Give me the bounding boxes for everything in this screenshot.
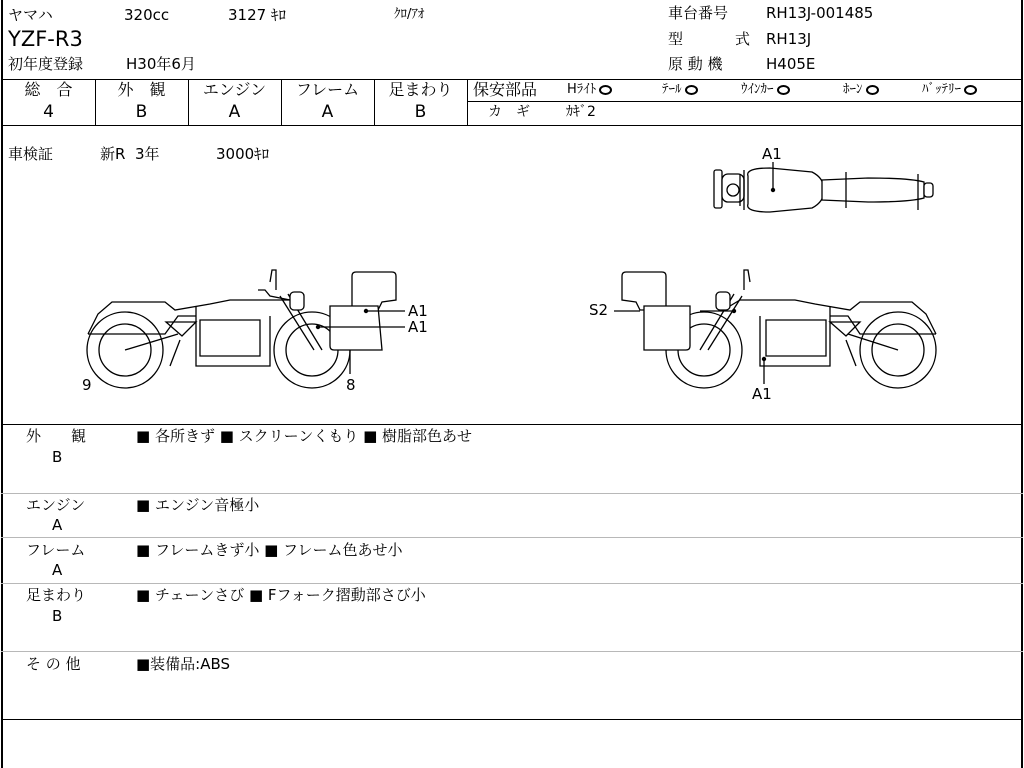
chassis-value: RH13J-001485 — [766, 4, 874, 22]
notes-divider — [1, 583, 1023, 584]
key-label: カ ギ — [488, 104, 530, 120]
notes-divider — [1, 537, 1023, 538]
key-value: ｶｷﾞ2 — [566, 104, 596, 120]
right-view-mark-a: A1 — [752, 385, 772, 403]
right-side-bike — [622, 270, 936, 388]
safety-horn-label: ﾎｰﾝ — [843, 82, 863, 97]
ok-circle-icon — [599, 85, 612, 95]
color: ｸﾛ/ｱｵ — [394, 7, 425, 22]
chassis-label: 車台番号 — [668, 4, 729, 22]
safety-winker-label: ｳｲﾝｶｰ — [741, 82, 774, 97]
notes-divider — [1, 651, 1023, 652]
safety-headlight — [567, 83, 612, 96]
left-side-bike — [87, 270, 396, 388]
note-engine-grade: A — [52, 516, 63, 534]
ok-circle-icon — [685, 85, 698, 95]
right-view-mark-s: S2 — [589, 301, 609, 319]
safety-tail-label: ﾃｰﾙ — [662, 82, 682, 97]
safety-winker — [741, 83, 790, 96]
grade-suspension-value: B — [414, 102, 427, 122]
maker: ヤマハ — [8, 6, 53, 24]
note-other-label: そ の 他 — [26, 655, 81, 673]
note-exterior-grade: B — [52, 448, 63, 466]
safety-headlight-label: Hﾗｲﾄ — [567, 82, 597, 97]
type-value: RH13J — [766, 30, 812, 48]
left-view-front-number: 8 — [346, 376, 356, 394]
inspection-label: 車検証 — [8, 145, 54, 163]
left-view-rear-number: 9 — [82, 376, 92, 394]
notes-divider — [1, 493, 1023, 494]
grade-overall-value: 4 — [43, 102, 54, 122]
ok-circle-icon — [964, 85, 977, 95]
grade-frame-value: A — [321, 102, 334, 122]
safety-horn — [843, 83, 879, 96]
safety-row-divider — [467, 101, 1023, 102]
safety-parts-label: 保安部品 — [473, 80, 538, 99]
type-label-2: 式 — [735, 30, 751, 48]
grade-suspension-label: 足まわり — [388, 80, 453, 99]
note-exterior-text: ■ 各所きず ■ スクリーンくもり ■ 樹脂部色あせ — [136, 427, 473, 445]
notes-bottom-line — [1, 719, 1023, 720]
top-view-bike — [714, 168, 933, 212]
note-exterior-label: 外 観 — [26, 427, 87, 445]
mileage: 3127 ｷﾛ — [228, 6, 286, 24]
type-label-1: 型 — [668, 30, 684, 48]
displacement: 320cc — [124, 6, 170, 24]
grade-exterior-label: 外 観 — [117, 80, 166, 99]
safety-battery-label: ﾊﾞｯﾃﾘｰ — [922, 82, 961, 97]
first-registration-label: 初年度登録 — [8, 55, 84, 73]
grade-exterior-value: B — [135, 102, 148, 122]
grade-overall-label: 総 合 — [24, 80, 73, 99]
grade-col-divider — [467, 79, 468, 126]
note-engine-label: エンジン — [26, 496, 86, 514]
left-view-mark-2: A1 — [408, 318, 428, 336]
model-name: YZF-R3 — [8, 27, 83, 51]
safety-battery — [922, 83, 977, 96]
safety-tail — [662, 83, 698, 96]
grade-frame-label: フレーム — [295, 80, 360, 99]
first-registration-value: H30年6月 — [126, 55, 196, 73]
inspection-mileage: 3000ｷﾛ — [216, 145, 270, 163]
motorcycle-diagram — [0, 126, 1024, 426]
ok-circle-icon — [777, 85, 790, 95]
note-suspension-grade: B — [52, 607, 63, 625]
note-suspension-text: ■ チェーンさび ■ Fフォーク摺動部さび小 — [136, 586, 426, 604]
ok-circle-icon — [866, 85, 879, 95]
note-other-text: ■装備品:ABS — [136, 655, 231, 673]
note-frame-grade: A — [52, 561, 63, 579]
note-engine-text: ■ エンジン音極小 — [136, 496, 260, 514]
inspection-value: 新R 3年 — [100, 145, 160, 163]
note-frame-text: ■ フレームきず小 ■ フレーム色あせ小 — [136, 541, 403, 559]
note-frame-label: フレーム — [26, 541, 86, 559]
left-view-mark-1: A1 — [408, 302, 428, 320]
engine-label: 原 動 機 — [668, 55, 723, 73]
note-suspension-label: 足まわり — [26, 586, 87, 604]
top-view-mark: A1 — [762, 145, 782, 163]
grade-engine-value: A — [228, 102, 241, 122]
grade-engine-label: エンジン — [202, 80, 267, 99]
engine-value: H405E — [766, 55, 816, 73]
notes-top-line — [1, 424, 1023, 425]
